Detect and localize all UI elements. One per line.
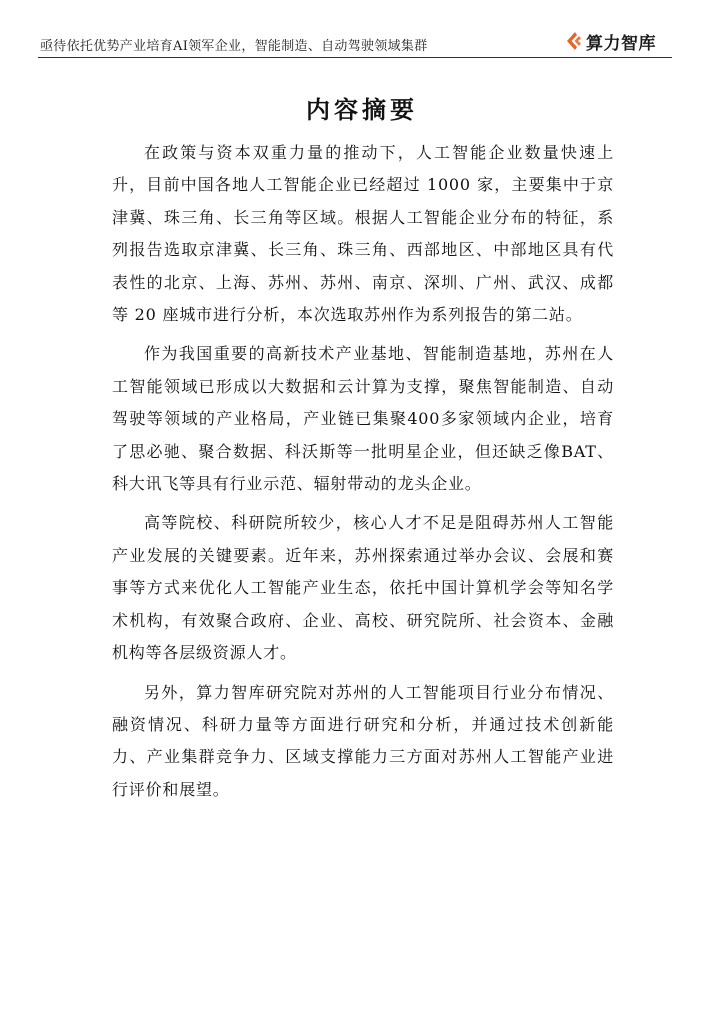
brand-logo xyxy=(565,29,656,53)
brand-logo-icon xyxy=(565,31,583,51)
header-divider xyxy=(38,57,672,58)
page-title: 内容摘要 xyxy=(306,95,418,124)
paragraph-4: 另外，算力智库研究院对苏州的人工智能项目行业分布情况、融资情况、科研力量等方面进行研究和分析，并通过技术创新能力、产业集群竞争力、区域支撑能力三方面对苏州人工智能产业进行评价和展望。 xyxy=(112,682,614,799)
abstract-body xyxy=(112,137,614,813)
header-title: 亟待依托优势产业培育AI领军企业，智能制造、自动驾驶领域集群 xyxy=(40,39,428,54)
paragraph-3: 高等院校、科研院所较少，核心人才不足是阻碍苏州人工智能产业发展的关键要素。近年来，苏州探索通过举办会议、会展和赛事等方式来优化人工智能产业生态，依托中国计算机学会等知名学术机构，有效聚合政府、企业、高校、研究院所、社会资本、金融机构等各层级资源人才。 xyxy=(112,513,614,663)
page-header xyxy=(0,0,724,58)
paragraph-2: 作为我国重要的高新技术产业基地、智能制造基地，苏州在人工智能领域已形成以大数据和云计算为支撑，聚焦智能制造、自动驾驶等领域的产业格局，产业链已集聚400多家领域内企业，培育了思必驰、聚合数据、科沃斯等一批明星企业，但还缺乏像BAT、科大讯飞等具有行业示范、辐射带动的龙头企业。 xyxy=(112,344,614,494)
paragraph-1: 在政策与资本双重力量的推动下，人工智能企业数量快速上升，目前中国各地人工智能企业已经超过 1000 家，主要集中于京津冀、珠三角、长三角等区域。根据人工智能企业分布的特征，系列报告选取京津冀、长三角、珠三角、西部地区、中部地区具有代表性的北京、上海、苏州、苏州、南京、深圳、广州、武汉、成都等 20 座城市进行分析，本次选取苏州作为系列报告的第二站。 xyxy=(112,143,614,325)
brand-logo-text: 算力智库 xyxy=(586,33,656,54)
